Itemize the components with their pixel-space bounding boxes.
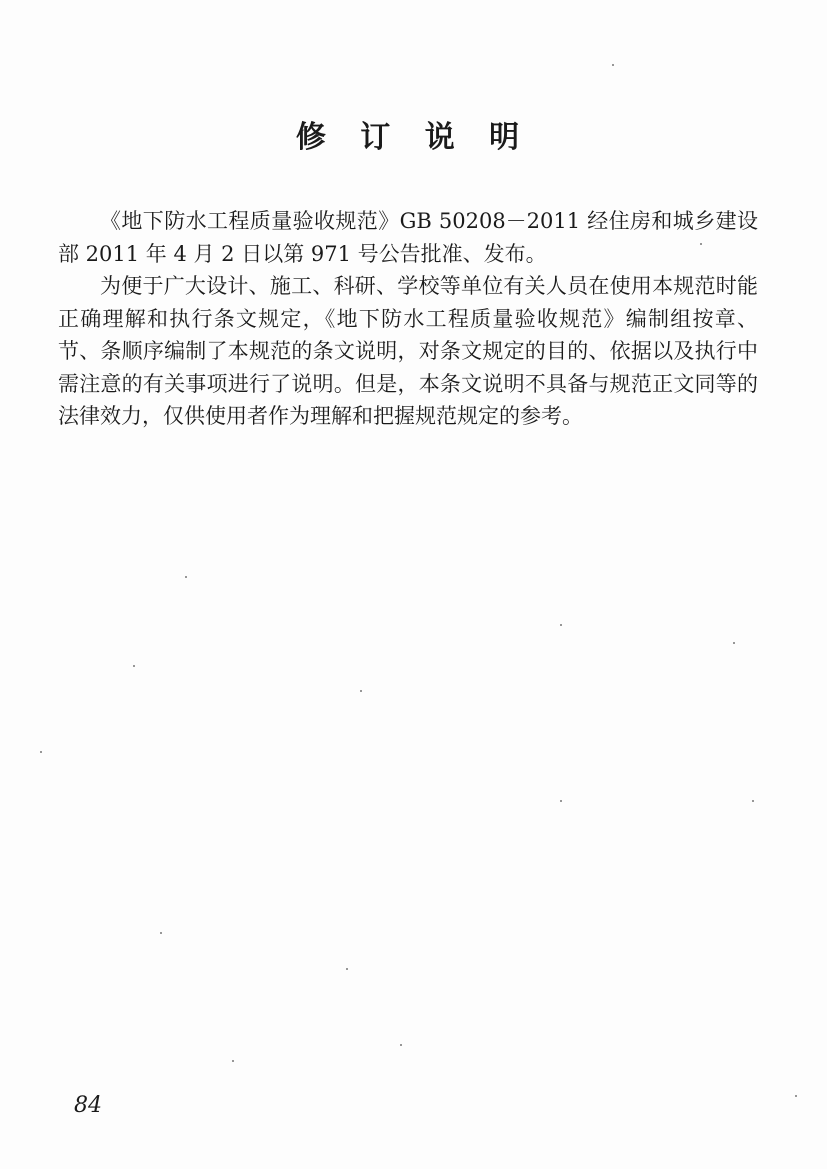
scan-speck — [752, 800, 754, 802]
page-number: 84 — [74, 1093, 102, 1118]
scan-speck — [612, 64, 614, 66]
paragraph-purpose: 为便于广大设计、施工、科研、学校等单位有关人员在使用本规范时能正确理解和执行条文规定，《地下防水工程质量验收规范》编制组按章、节、条顺序编制了本规范的条文说明，对条文规定的目的、依据以及执行中需注意的有关事项进行了说明。但是，本条文说明不具备与规范正文同等的法律效力，仅供使用者作为理解和把握规范规定的参考。 — [58, 274, 758, 428]
scan-speck — [133, 665, 135, 667]
scan-speck — [795, 1095, 797, 1097]
paragraph-approval: 《地下防水工程质量验收规范》GB 50208－2011 经住房和城乡建设部 2011 年 4 月 2 日以第 971 号公告批准、发布。 — [58, 209, 758, 266]
scan-speck — [733, 642, 735, 644]
scan-speck — [160, 932, 162, 934]
scan-speck — [400, 1044, 402, 1046]
scan-speck — [346, 968, 348, 970]
scan-speck — [40, 751, 42, 753]
scan-speck — [700, 243, 702, 245]
page-title: 修 订 说 明 — [295, 120, 532, 155]
scan-speck — [232, 1060, 234, 1062]
scan-speck — [560, 624, 562, 626]
body-text — [58, 205, 758, 433]
scan-speck — [360, 690, 362, 692]
scan-speck — [560, 800, 562, 802]
scan-speck — [185, 576, 187, 578]
